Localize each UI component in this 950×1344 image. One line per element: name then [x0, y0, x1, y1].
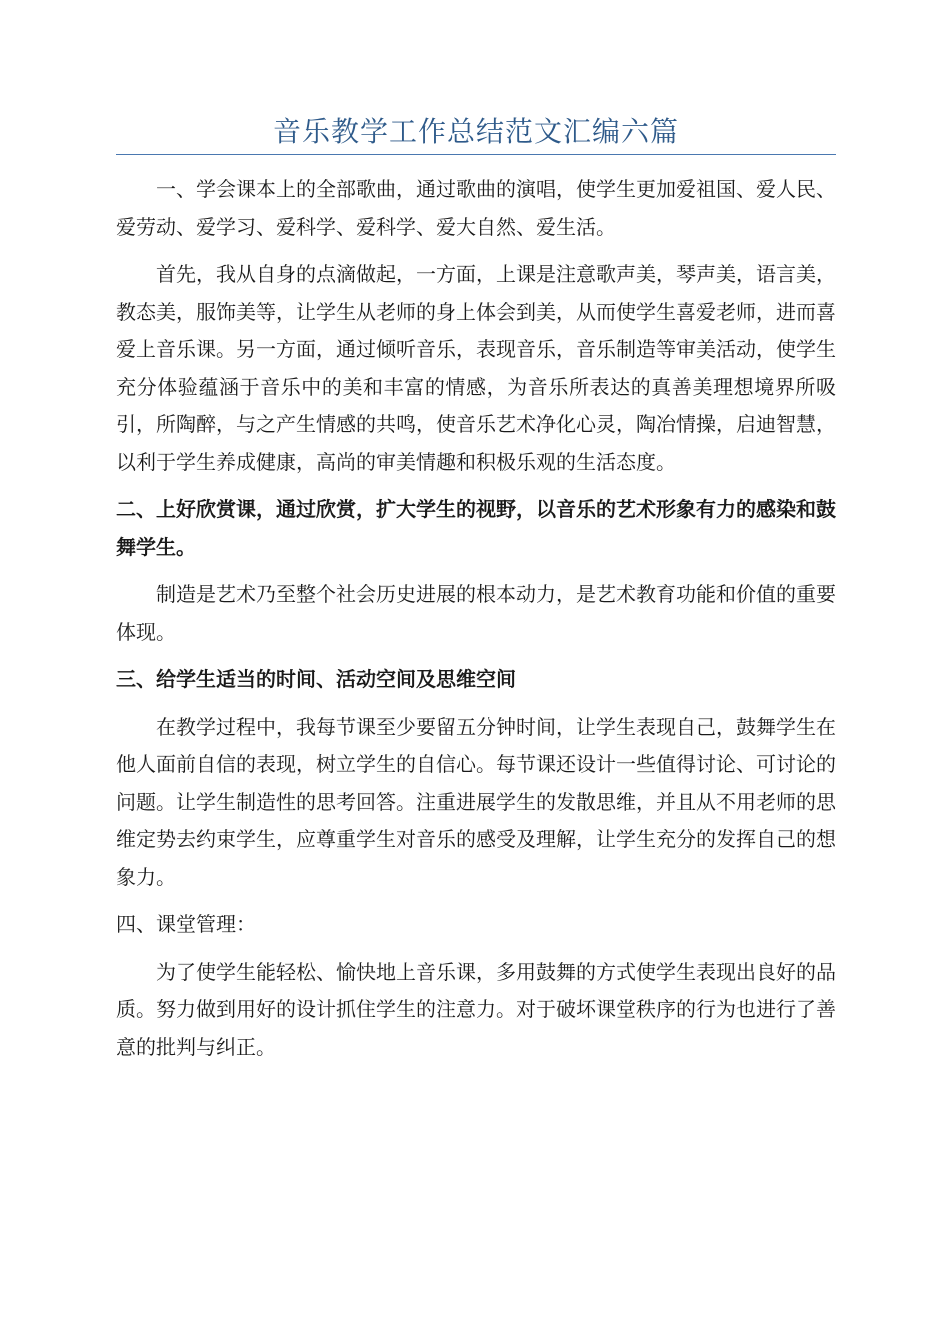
page-title: 音乐教学工作总结范文汇编六篇 — [116, 112, 836, 155]
paragraph-3: 制造是艺术乃至整个社会历史进展的根本动力，是艺术教育功能和价值的重要体现。 — [116, 582, 836, 644]
paragraph-5: 为了使学生能轻松、愉快地上音乐课，多用鼓舞的方式使学生表现出良好的品质。努力做到用好的设计抓住学生的注意力。对于破坏课堂秩序的行为也进行了善意的批判与纠正。 — [116, 959, 836, 1059]
section-heading-4: 四、课堂管理： — [116, 912, 256, 936]
section-heading-2: 二、上好欣赏课，通过欣赏，扩大学生的视野，以音乐的艺术形象有力的感染和鼓舞学生。 — [116, 497, 836, 559]
paragraph-1: 一、学会课本上的全部歌曲，通过歌曲的演唱，使学生更加爱祖国、爱人民、爱劳动、爱学习、爱科学、爱科学、爱大自然、爱生活。 — [116, 177, 836, 239]
paragraph-2: 首先，我从自身的点滴做起，一方面，上课是注意歌声美，琴声美，语言美，教态美，服饰美等，让学生从老师的身上体会到美，从而使学生喜爱老师，进而喜爱上音乐课。另一方面，通过倾听音乐，表现音乐，音乐制造等审美活动，使学生充分体验蕴涵于音乐中的美和丰富的情感，为音乐所表达的真善美理想境界所吸引，所陶醉，与之产生情感的共鸣，使音乐艺术净化心灵，陶冶情操，启迪智慧，以利于学生养成健康，高尚的审美情趣和积极乐观的生活态度。 — [116, 262, 836, 474]
paragraph-4: 在教学过程中，我每节课至少要留五分钟时间，让学生表现自己，鼓舞学生在他人面前自信的表现，树立学生的自信心。每节课还设计一些值得讨论、可讨论的问题。让学生制造性的思考回答。注重进展学生的发散思维，并且从不用老师的思维定势去约束学生，应尊重学生对音乐的感受及理解，让学生充分的发挥自己的想象力。 — [116, 714, 836, 889]
section-heading-3: 三、给学生适当的时间、活动空间及思维空间 — [116, 667, 516, 691]
document-page — [116, 112, 836, 1076]
